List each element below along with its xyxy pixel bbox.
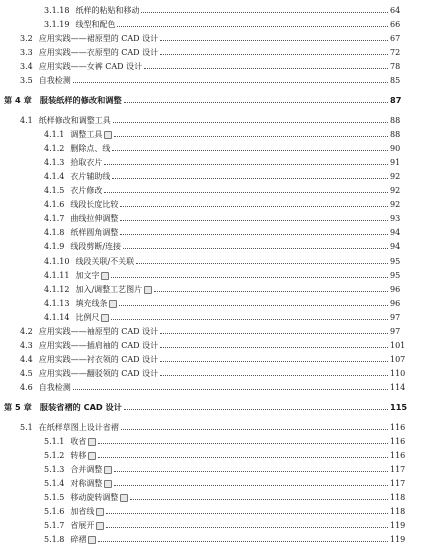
toc-page-number: 67 — [390, 34, 401, 44]
toc-entry-number: 5.1.8 — [44, 535, 65, 544]
toc-entry-row[interactable] — [0, 72, 422, 85]
toc-entry-row[interactable] — [0, 168, 422, 181]
toc-entry-number: 3.5 — [20, 76, 33, 86]
toc-entry-row[interactable] — [0, 210, 422, 223]
toc-entry-title: 纸样的粘贴和移动 — [75, 6, 140, 15]
toc-page-number: 115 — [390, 401, 408, 412]
toc-page-number: 95 — [390, 270, 401, 280]
toc-entry-title: 转移 — [70, 450, 87, 460]
toc-entry-number: 4.1.14 — [44, 312, 70, 322]
toc-page-number: 87 — [390, 95, 402, 106]
toc-leader-dots — [160, 333, 388, 334]
toc-leader-dots — [114, 136, 388, 137]
toc-leader-dots — [104, 192, 388, 193]
gather-tool-icon — [88, 536, 96, 544]
toc-page-number: 78 — [390, 62, 401, 72]
toc-entry-row[interactable] — [0, 30, 422, 43]
toc-entry-title: 线段关联/不关联 — [75, 256, 135, 266]
toc-page-number: 94 — [390, 228, 401, 238]
toc-leader-dots — [120, 220, 388, 221]
toc-entry-number: 4.1.5 — [44, 186, 65, 196]
toc-entry-title: 自我检测 — [38, 76, 71, 86]
toc-entry-row[interactable] — [0, 461, 422, 474]
toc-leader-dots — [154, 291, 388, 292]
toc-entry-number: 5.1.5 — [44, 492, 65, 502]
toc-entry-number: 4.1.7 — [44, 214, 65, 224]
toc-entry-number: 4.1.13 — [44, 298, 70, 308]
picture-tool-icon — [144, 286, 152, 294]
toc-leader-dots — [160, 40, 388, 41]
toc-page-number: 110 — [390, 368, 406, 378]
fill-tool-icon — [109, 300, 117, 308]
toc-page-number: 96 — [390, 284, 401, 294]
toc-entry-number: 4.1.12 — [44, 284, 70, 294]
toc-page-number: 117 — [390, 464, 406, 474]
toc-entry-row[interactable] — [0, 182, 422, 195]
toc-entry-number: 4.4 — [20, 354, 33, 364]
toc-leader-dots — [111, 319, 388, 320]
toc-page-number: 85 — [390, 76, 401, 86]
toc-entry-row[interactable] — [0, 154, 422, 167]
toc-entry-title: 合并调整 — [70, 464, 103, 474]
toc-page-number: 114 — [390, 382, 406, 392]
toc-entry-row[interactable] — [0, 2, 422, 15]
toc-entry-row[interactable] — [0, 419, 422, 432]
toc-page-number: 101 — [390, 340, 406, 350]
toc-entry-number: 5.1.7 — [44, 520, 65, 530]
text-tool-icon — [101, 272, 109, 280]
toc-leader-dots — [160, 347, 388, 348]
toc-leader-dots — [141, 12, 388, 13]
dart-tool-icon — [88, 438, 96, 446]
toc-page-number: 95 — [390, 256, 401, 266]
toc-entry-number: 4.1.1 — [44, 130, 65, 140]
toc-leader-dots — [124, 409, 388, 410]
toc-entry-title: 调整工具 — [70, 130, 103, 140]
toc-entry-title: 碎褶 — [70, 535, 87, 544]
toc-entry-number: 3.3 — [20, 48, 33, 58]
toc-leader-dots — [160, 54, 388, 55]
toc-leader-dots — [160, 375, 388, 376]
toc-entry-number: 4.1.6 — [44, 200, 65, 210]
toc-leader-dots — [121, 429, 388, 430]
toc-entry-number: 4.1 — [20, 116, 33, 126]
toc-page-number: 117 — [390, 478, 406, 488]
rotate-tool-icon — [120, 494, 128, 502]
toc-entry-row[interactable] — [0, 531, 422, 544]
symmetry-tool-icon — [104, 480, 112, 488]
toc-entry-title: 省展开 — [70, 520, 95, 530]
toc-page-number: 92 — [390, 186, 401, 196]
toc-entry-row[interactable] — [0, 126, 422, 139]
toc-leader-dots — [123, 248, 388, 249]
toc-leader-dots — [98, 541, 388, 542]
toc-entry-number: 3.2 — [20, 34, 33, 44]
toc-page-number: 97 — [390, 326, 401, 336]
toc-leader-dots — [160, 361, 388, 362]
toc-entry-title: 应用实践——衣原型的 CAD 设计 — [38, 48, 159, 58]
toc-page-number: 116 — [390, 436, 406, 446]
toc-entry-title: 线段剪断/连接 — [70, 242, 122, 252]
toc-entry-number: 5.1.2 — [44, 450, 65, 460]
toc-entry-number: 5.1.6 — [44, 506, 65, 516]
toc-entry-number: 4.2 — [20, 326, 33, 336]
toc-entry-title: 拾取衣片 — [70, 158, 103, 168]
toc-leader-dots — [117, 26, 388, 27]
toc-entry-title: 衣片辅助线 — [70, 172, 111, 182]
toc-entry-row[interactable] — [0, 112, 422, 125]
toc-entry-title: 应用实践——袖原型的 CAD 设计 — [38, 326, 159, 336]
transfer-tool-icon — [88, 452, 96, 460]
toc-entry-number: 3.1.19 — [44, 20, 70, 29]
toc-entry-number: 4.3 — [20, 340, 33, 350]
toc-entry-row[interactable] — [0, 224, 422, 237]
toc-entry-row[interactable] — [0, 16, 422, 29]
toc-entry-title: 自我检测 — [38, 382, 71, 392]
toc-page-number: 107 — [390, 354, 406, 364]
toc-entry-title: 服装纸样的修改和调整 — [39, 95, 122, 106]
toc-leader-dots — [124, 102, 388, 103]
toc-leader-dots — [113, 122, 388, 123]
toc-entry-title: 线段长度比较 — [70, 200, 119, 210]
toc-page-number: 94 — [390, 242, 401, 252]
toc-entry-row[interactable] — [0, 433, 422, 446]
toc-entry-title: 加入/调整工艺图片 — [75, 284, 143, 294]
toc-leader-dots — [136, 263, 388, 264]
toc-entry-number: 4.1.9 — [44, 242, 65, 252]
toc-entry-number: 4.1.8 — [44, 228, 65, 238]
toc-page-number: 72 — [390, 48, 401, 58]
toc-entry-number: 5.1.4 — [44, 478, 65, 488]
toc-entry-row[interactable] — [0, 379, 422, 392]
toc-entry-number: 4.1.11 — [44, 270, 70, 280]
toc-entry-title: 填充线条 — [75, 298, 108, 308]
toc-leader-dots — [73, 389, 388, 390]
toc-entry-title: 线型和配色 — [75, 20, 116, 29]
toc-entry-row[interactable] — [0, 447, 422, 460]
toc-page-number: 66 — [390, 20, 401, 29]
toc-leader-dots — [106, 513, 388, 514]
toc-leader-dots — [119, 305, 388, 306]
toc-page-number: 64 — [390, 6, 401, 15]
toc-entry-row[interactable] — [0, 475, 422, 488]
toc-leader-dots — [73, 82, 388, 83]
toc-entry-title: 纸样圆角调整 — [70, 228, 119, 238]
ruler-tool-icon — [101, 314, 109, 322]
toc-entry-row[interactable] — [0, 196, 422, 209]
toc-page-number: 119 — [390, 520, 406, 530]
merge-tool-icon — [104, 466, 112, 474]
toc-entry-number: 5.1.3 — [44, 464, 65, 474]
toc-entry-title: 删除点、线 — [70, 144, 111, 154]
toc-page-number: 116 — [390, 450, 406, 460]
toc-entry-number: 5.1 — [20, 422, 33, 432]
toc-entry-title: 衣片修改 — [70, 186, 103, 196]
toc-entry-number: 4.1.4 — [44, 172, 65, 182]
toc-page-number: 88 — [390, 130, 401, 140]
toc-entry-title: 应用实践——女裤 CAD 设计 — [38, 62, 143, 72]
toc-entry-title: 应用实践——裙原型的 CAD 设计 — [38, 34, 159, 44]
toc-entry-number: 4.1.2 — [44, 144, 65, 154]
toc-entry-row[interactable] — [0, 58, 422, 71]
toc-page-number: 91 — [390, 158, 401, 168]
toc-entry-row[interactable] — [0, 351, 422, 364]
toc-page-number: 93 — [390, 214, 401, 224]
toc-entry-row[interactable] — [0, 323, 422, 336]
dart-expand-icon — [96, 522, 104, 530]
toc-leader-dots — [144, 68, 388, 69]
toc-chapter-row[interactable] — [0, 92, 422, 105]
toc-leader-dots — [120, 234, 388, 235]
toc-entry-row[interactable] — [0, 517, 422, 530]
toc-entry-row[interactable] — [0, 253, 422, 266]
toc-page-number: 118 — [390, 506, 406, 516]
toc-leader-dots — [120, 206, 388, 207]
toc-entry-number: 3.4 — [20, 62, 33, 72]
toc-entry-row[interactable] — [0, 365, 422, 378]
cursor-tool-icon — [104, 131, 112, 139]
toc-page-number: 118 — [390, 492, 406, 502]
toc-entry-title: 曲线拉伸调整 — [70, 214, 119, 224]
toc-entry-number: 4.6 — [20, 382, 33, 392]
toc-entry-title: 比例尺 — [75, 312, 100, 322]
toc-entry-title: 纸样修改和调整工具 — [38, 116, 111, 126]
toc-entry-row[interactable] — [0, 309, 422, 322]
toc-entry-row[interactable] — [0, 238, 422, 251]
toc-leader-dots — [98, 443, 388, 444]
toc-page-number: 90 — [390, 144, 401, 154]
toc-entry-row[interactable] — [0, 44, 422, 57]
toc-entry-number: 第 5 章 — [4, 401, 32, 412]
toc-page-number: 119 — [390, 535, 406, 544]
toc-entry-row[interactable] — [0, 140, 422, 153]
toc-entry-number: 第 4 章 — [4, 95, 32, 106]
toc-entry-title: 服装省褶的 CAD 设计 — [39, 401, 122, 412]
toc-entry-title: 收省 — [70, 436, 87, 446]
add-dart-line-icon — [96, 508, 104, 516]
toc-entry-number: 4.5 — [20, 368, 33, 378]
toc-entry-title: 移动旋转调整 — [70, 492, 119, 502]
toc-entry-number: 5.1.1 — [44, 436, 65, 446]
toc-entry-title: 加文字 — [75, 270, 100, 280]
toc-entry-row[interactable] — [0, 337, 422, 350]
toc-leader-dots — [112, 178, 388, 179]
toc-entry-row[interactable] — [0, 267, 422, 280]
toc-leader-dots — [130, 499, 388, 500]
toc-entry-title: 应用实践——翻驳领的 CAD 设计 — [38, 368, 159, 378]
toc-page-number: 116 — [390, 422, 406, 432]
toc-page-number: 96 — [390, 298, 401, 308]
toc-page-number: 88 — [390, 116, 401, 126]
toc-entry-row[interactable] — [0, 281, 422, 294]
toc-leader-dots — [104, 164, 388, 165]
toc-entry-title: 对称调整 — [70, 478, 103, 488]
toc-entry-row[interactable] — [0, 489, 422, 502]
toc-entry-number: 4.1.3 — [44, 158, 65, 168]
toc-entry-title: 应用实践——插肩袖的 CAD 设计 — [38, 340, 159, 350]
toc-page-number: 92 — [390, 200, 401, 210]
toc-leader-dots — [98, 457, 388, 458]
toc-leader-dots — [112, 150, 388, 151]
toc-chapter-row[interactable] — [0, 399, 422, 412]
toc-leader-dots — [111, 277, 388, 278]
toc-entry-title: 在纸样草图上设计省褶 — [38, 422, 119, 432]
toc-entry-title: 应用实践——衬衣领的 CAD 设计 — [38, 354, 159, 364]
toc-leader-dots — [114, 485, 388, 486]
toc-entry-title: 加省线 — [70, 506, 95, 516]
toc-page-number: 97 — [390, 312, 401, 322]
toc-entry-number: 4.1.10 — [44, 256, 70, 266]
toc-leader-dots — [114, 471, 388, 472]
toc-entry-row[interactable] — [0, 295, 422, 308]
toc-page-number: 92 — [390, 172, 401, 182]
toc-entry-number: 3.1.18 — [44, 6, 70, 15]
toc-leader-dots — [106, 527, 388, 528]
toc-entry-row[interactable] — [0, 503, 422, 516]
